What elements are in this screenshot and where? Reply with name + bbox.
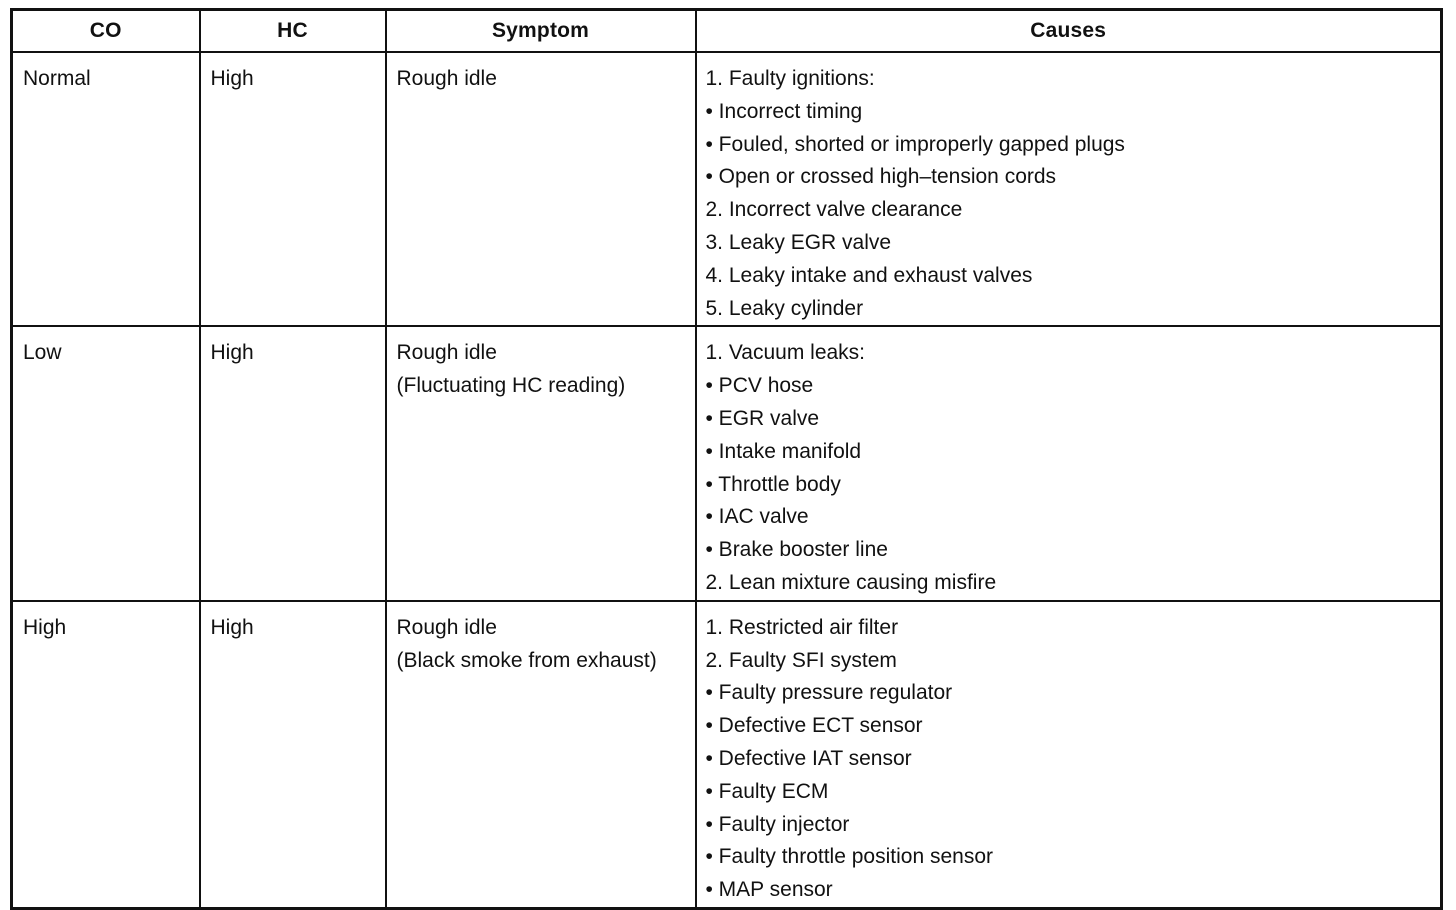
symptom-text <box>387 327 695 403</box>
symptom-cell <box>386 601 696 909</box>
symptom-line: Rough idle <box>396 67 497 90</box>
co-value: Normal <box>23 67 91 90</box>
cause-item: 4. Leaky intake and exhaust valves <box>705 263 1033 287</box>
cause-item: 1. Vacuum leaks: <box>705 341 866 365</box>
hc-value: High <box>210 341 254 365</box>
causes-list <box>697 602 1441 907</box>
table-row <box>12 601 1442 909</box>
cause-item: • Faulty throttle position sensor <box>705 845 993 869</box>
co-value: High <box>23 615 67 639</box>
co-cell <box>12 52 200 326</box>
cause-item: • Faulty injector <box>705 812 850 836</box>
hc-value: High <box>210 615 254 639</box>
cause-item: • Open or crossed high–tension cords <box>705 165 1057 189</box>
symptom-text <box>387 602 695 678</box>
header-symptom: Symptom <box>386 10 696 53</box>
table-row <box>12 52 1442 326</box>
cause-item: 2. Incorrect valve clearance <box>705 198 963 222</box>
co-value: Low <box>23 341 62 365</box>
symptom-note: (Fluctuating HC reading) <box>396 374 626 398</box>
cause-item: • Faulty pressure regulator <box>705 681 953 705</box>
symptom-note: (Black smoke from exhaust) <box>396 648 657 672</box>
symptom-text <box>387 53 695 96</box>
cause-item: • EGR valve <box>705 406 820 430</box>
cause-item: • Incorrect timing <box>705 99 863 123</box>
cause-item: 3. Leaky EGR valve <box>705 230 892 254</box>
cause-item: • Faulty ECM <box>705 779 829 803</box>
causes-cell <box>696 326 1442 600</box>
header-co: CO <box>12 10 200 53</box>
cause-item: • IAC valve <box>705 505 809 529</box>
causes-list <box>697 327 1441 599</box>
causes-cell <box>696 52 1442 326</box>
hc-cell <box>200 326 386 600</box>
diagnosis-table <box>10 8 1443 910</box>
symptom-cell <box>386 52 696 326</box>
header-hc: HC <box>200 10 386 53</box>
cause-item: 5. Leaky cylinder <box>705 296 864 320</box>
symptom-cell <box>386 326 696 600</box>
causes-cell <box>696 601 1442 909</box>
hc-value: High <box>210 67 254 90</box>
cause-item: • Brake booster line <box>705 538 888 562</box>
cause-item: 1. Restricted air filter <box>705 615 899 639</box>
cause-item: • Fouled, shorted or improperly gapped plugs <box>705 132 1125 156</box>
cause-item: • Intake manifold <box>705 439 862 463</box>
co-cell <box>12 326 200 600</box>
hc-cell <box>200 52 386 326</box>
cause-item: • MAP sensor <box>705 878 833 902</box>
hc-cell <box>200 601 386 909</box>
cause-item: • Defective ECT sensor <box>705 714 923 738</box>
cause-item: • Throttle body <box>705 472 841 496</box>
header-causes: Causes <box>696 10 1442 53</box>
header-row <box>12 10 1442 53</box>
cause-item: 1. Faulty ignitions: <box>705 67 875 90</box>
symptom-line: Rough idle <box>396 341 497 365</box>
symptom-line: Rough idle <box>396 615 497 639</box>
co-cell <box>12 601 200 909</box>
cause-item: 2. Faulty SFI system <box>705 648 897 672</box>
causes-list <box>697 53 1441 325</box>
cause-item: • Defective IAT sensor <box>705 746 912 770</box>
table-row <box>12 326 1442 600</box>
cause-item: • PCV hose <box>705 374 814 398</box>
cause-item: 2. Lean mixture causing misfire <box>705 570 997 594</box>
